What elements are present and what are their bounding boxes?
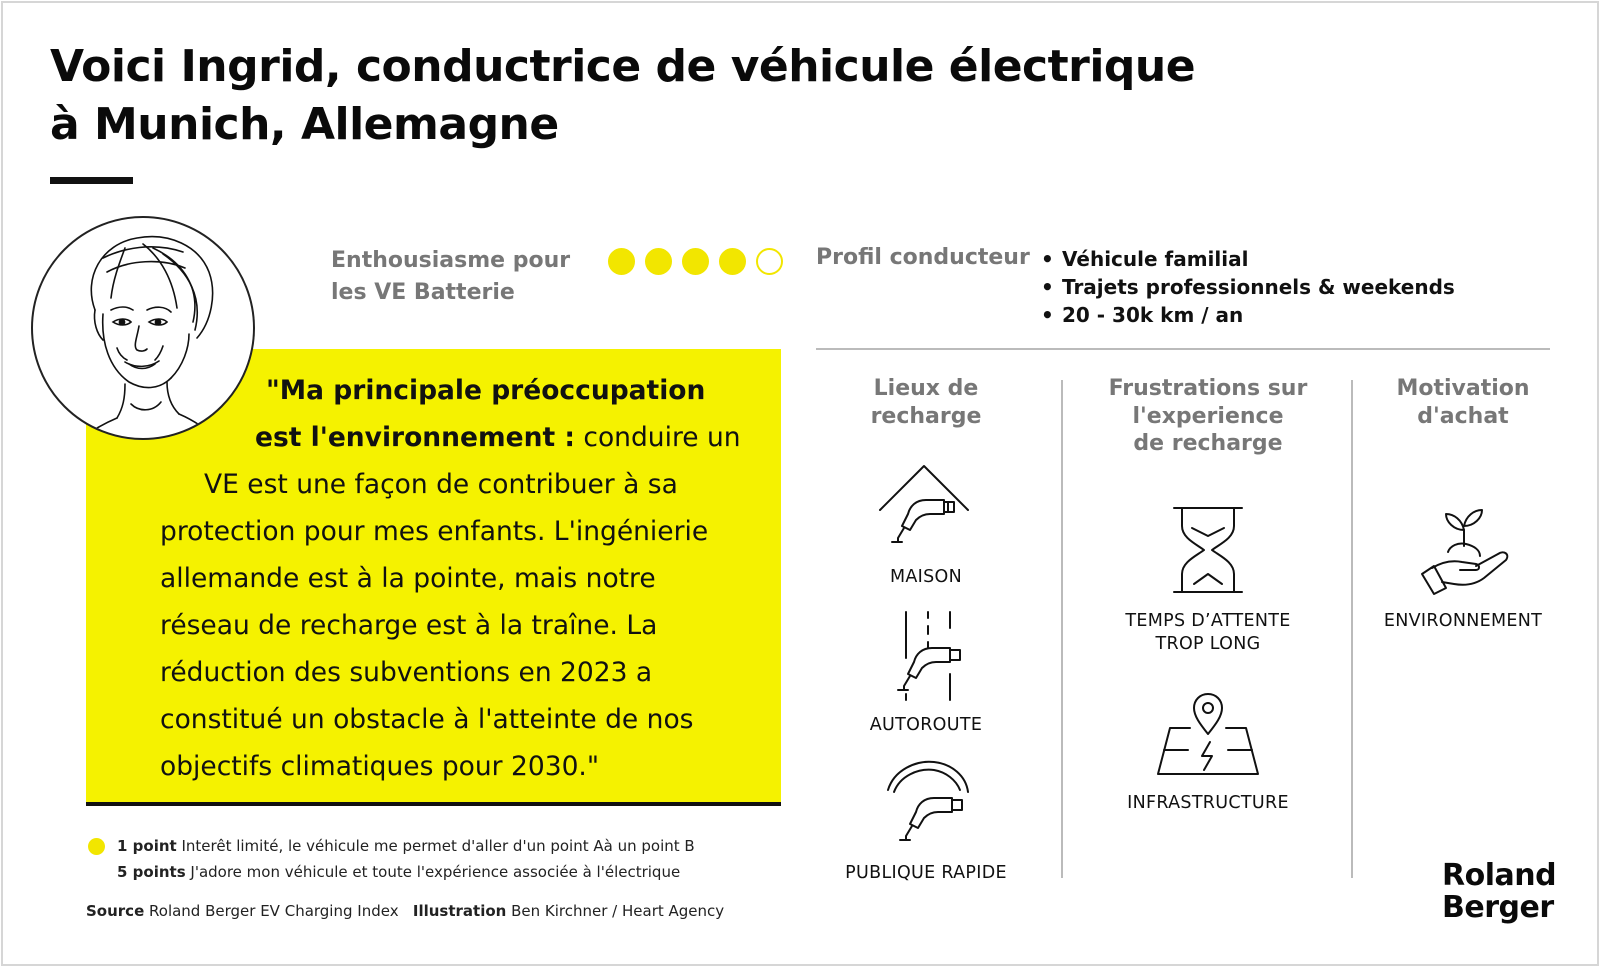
illustration-text: Ben Kirchner / Heart Agency [506, 902, 725, 920]
logo-line-1: Roland [1442, 858, 1557, 893]
profile-list [1041, 245, 1455, 329]
quote-line-4: protection pour mes enfants. L'ingénierie [160, 516, 709, 547]
title-line-2: à Munich, Allemagne [50, 99, 559, 150]
heading-motivation: Motivation d'achat [1396, 376, 1530, 429]
legend-dot-icon [88, 838, 105, 855]
label-publique-rapide: PUBLIQUE RAPIDE [845, 863, 1007, 883]
profile-item: • 20 - 30k km / an [1041, 301, 1455, 329]
legend-max [117, 863, 680, 881]
enthusiasm-label-line-1: Enthousiasme pour [331, 248, 571, 273]
profile-divider [816, 348, 1550, 350]
enthusiasm-rating [608, 248, 783, 275]
infrastructure-map-icon [1154, 688, 1262, 780]
rating-dot-filled-icon [719, 248, 746, 275]
label-infrastructure: INFRASTRUCTURE [1127, 793, 1289, 813]
hourglass-icon [1170, 504, 1246, 596]
page-title [50, 38, 1200, 154]
column-separator [1061, 380, 1063, 878]
home-charger-icon [876, 462, 972, 554]
label-temps-attente: TEMPS D’ATTENTE TROP LONG [1125, 611, 1291, 654]
enthusiasm-label [331, 245, 570, 309]
quote-line-7: réduction des subventions en 2023 a [160, 657, 653, 688]
highway-charger-icon [886, 608, 976, 704]
legend-max-bold: 5 points [117, 863, 186, 881]
fast-charger-icon [882, 758, 978, 850]
profile-item: • Trajets professionnels & weekends [1041, 273, 1455, 301]
quote-line-2-rest: conduire un [574, 422, 741, 453]
rating-dot-empty-icon [756, 248, 783, 275]
label-maison: MAISON [889, 567, 962, 587]
title-line-1: Voici Ingrid, conductrice de véhicule électrique [50, 41, 1196, 92]
legend-min-text: Interêt limité, le véhicule me permet d'aller d'un point Aà un point B [176, 837, 695, 855]
environment-hand-plant-icon [1418, 504, 1512, 596]
quote-line-6: réseau de recharge est à la traîne. La [160, 610, 658, 641]
heading-charging-places: Lieux de recharge [870, 376, 982, 429]
profile-label: Profil conducteur [816, 245, 1030, 270]
profile-item: • Véhicule familial [1041, 245, 1455, 273]
logo-line-2: Berger [1442, 890, 1554, 925]
portrait-illustration [31, 216, 255, 440]
heading-frustrations: Frustrations sur l'experience de recharge [1108, 376, 1308, 456]
legend-max-text: J'adore mon véhicule et toute l'expérience associée à l'électrique [185, 863, 681, 881]
quote-line-9: objectifs climatiques pour 2030." [160, 751, 600, 782]
quote-line-5: allemande est à la pointe, mais notre [160, 563, 656, 594]
illustration-label: Illustration [412, 902, 507, 920]
rating-dot-filled-icon [682, 248, 709, 275]
quote-line-2-bold: est l'environnement : [255, 422, 575, 453]
legend-min [117, 837, 695, 855]
credits [86, 902, 724, 920]
rating-dot-filled-icon [645, 248, 672, 275]
source-label: Source [86, 902, 145, 920]
rating-dot-filled-icon [608, 248, 635, 275]
enthusiasm-label-line-2: les VE Batterie [331, 280, 515, 305]
quote-line-8: constitué un obstacle à l'atteinte de nos [160, 704, 694, 735]
legend-min-bold: 1 point [117, 837, 177, 855]
label-environnement: ENVIRONNEMENT [1383, 611, 1543, 631]
column-separator [1351, 380, 1353, 878]
quote-line-1: "Ma principale préoccupation [266, 375, 706, 406]
quote-line-3: VE est une façon de contribuer à sa [204, 469, 678, 500]
title-underline [50, 177, 133, 184]
label-autoroute: AUTOROUTE [869, 715, 983, 735]
source-text: Roland Berger EV Charging Index [144, 902, 399, 920]
roland-berger-logo [1442, 860, 1556, 924]
